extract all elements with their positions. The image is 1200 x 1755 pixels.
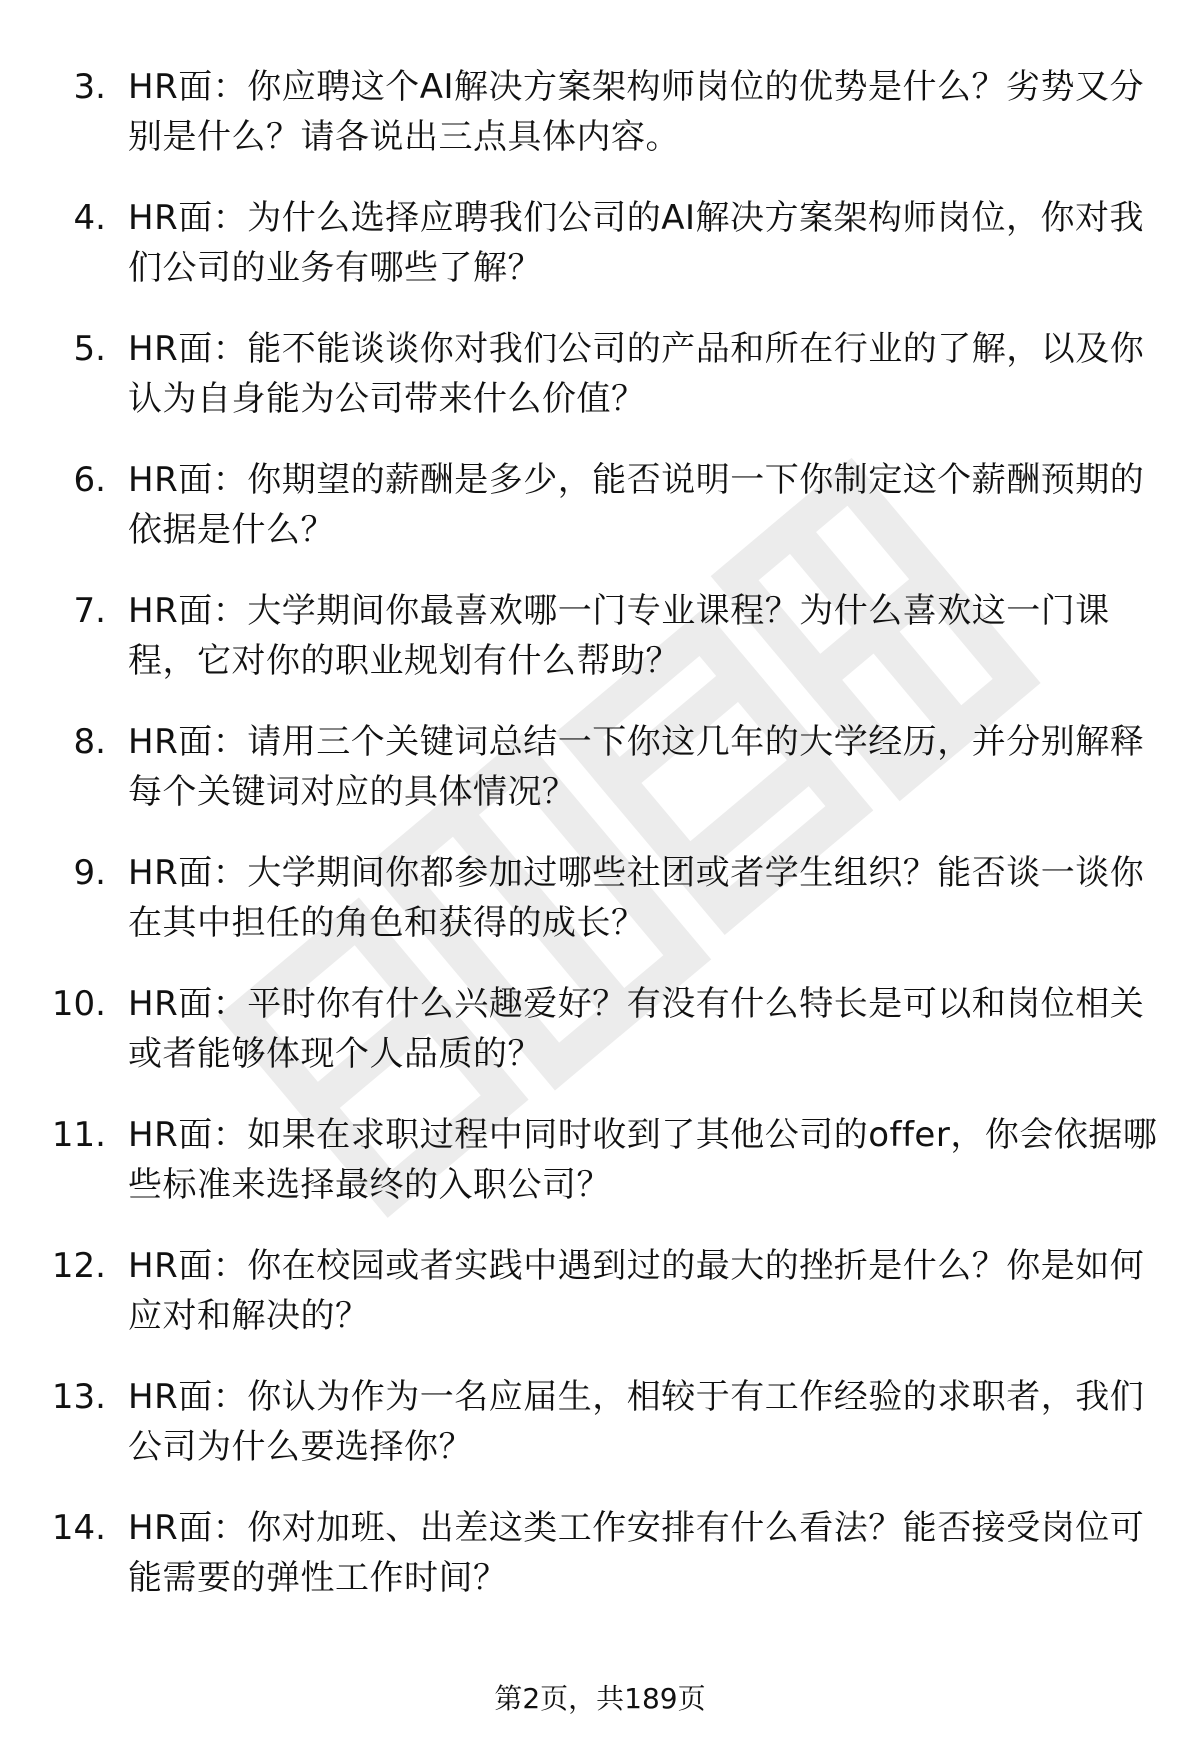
question-number: 9.	[73, 853, 106, 893]
question-text: HR面：如果在求职过程中同时收到了其他公司的offer，你会依据哪些标准来选择最终的入职公司？	[128, 1115, 1158, 1205]
list-item	[0, 193, 1200, 324]
list-item	[0, 979, 1200, 1110]
question-text: HR面：你在校园或者实践中遇到过的最大的挫折是什么？你是如何应对和解决的？	[128, 1246, 1145, 1336]
question-number: 5.	[73, 329, 106, 369]
question-number: 12.	[51, 1246, 106, 1286]
question-number: 8.	[73, 722, 106, 762]
question-number: 6.	[73, 460, 106, 500]
page-number-footer: 第2页，共189页	[494, 1682, 706, 1715]
question-number: 13.	[51, 1377, 106, 1417]
list-item	[0, 62, 1200, 193]
question-number: 14.	[51, 1508, 106, 1548]
question-text: HR面：请用三个关键词总结一下你这几年的大学经历，并分别解释每个关键词对应的具体情况？	[128, 722, 1145, 812]
question-text: HR面：你对加班、出差这类工作安排有什么看法？能否接受岗位可能需要的弹性工作时间？	[128, 1508, 1145, 1598]
question-text: HR面：大学期间你都参加过哪些社团或者学生组织？能否谈一谈你在其中担任的角色和获得的成长？	[128, 853, 1145, 943]
question-text: HR面：你期望的薪酬是多少，能否说明一下你制定这个薪酬预期的依据是什么？	[128, 460, 1145, 550]
list-item	[0, 586, 1200, 717]
list-item	[0, 1241, 1200, 1372]
question-number: 7.	[73, 591, 106, 631]
question-number: 3.	[73, 67, 106, 107]
list-item	[0, 848, 1200, 979]
question-text: HR面：为什么选择应聘我们公司的AI解决方案架构师岗位，你对我们公司的业务有哪些了解？	[128, 198, 1144, 288]
question-text: HR面：你应聘这个AI解决方案架构师岗位的优势是什么？劣势又分别是什么？请各说出三点具体内容。	[128, 67, 1144, 157]
list-item	[0, 1503, 1200, 1634]
question-number: 11.	[51, 1115, 106, 1155]
list-item	[0, 455, 1200, 586]
question-list	[0, 62, 1200, 1634]
question-number: 10.	[51, 984, 106, 1024]
question-text: HR面：大学期间你最喜欢哪一门专业课程？为什么喜欢这一门课程，它对你的职业规划有什么帮助？	[128, 591, 1110, 681]
list-item	[0, 1110, 1200, 1241]
question-text: HR面：你认为作为一名应届生，相较于有工作经验的求职者，我们公司为什么要选择你？	[128, 1377, 1145, 1467]
question-number: 4.	[73, 198, 106, 238]
list-item	[0, 717, 1200, 848]
list-item	[0, 324, 1200, 455]
question-text: HR面：平时你有什么兴趣爱好？有没有什么特长是可以和岗位相关或者能够体现个人品质的？	[128, 984, 1145, 1074]
question-text: HR面：能不能谈谈你对我们公司的产品和所在行业的了解，以及你认为自身能为公司带来什么价值？	[128, 329, 1145, 419]
list-item	[0, 1372, 1200, 1503]
